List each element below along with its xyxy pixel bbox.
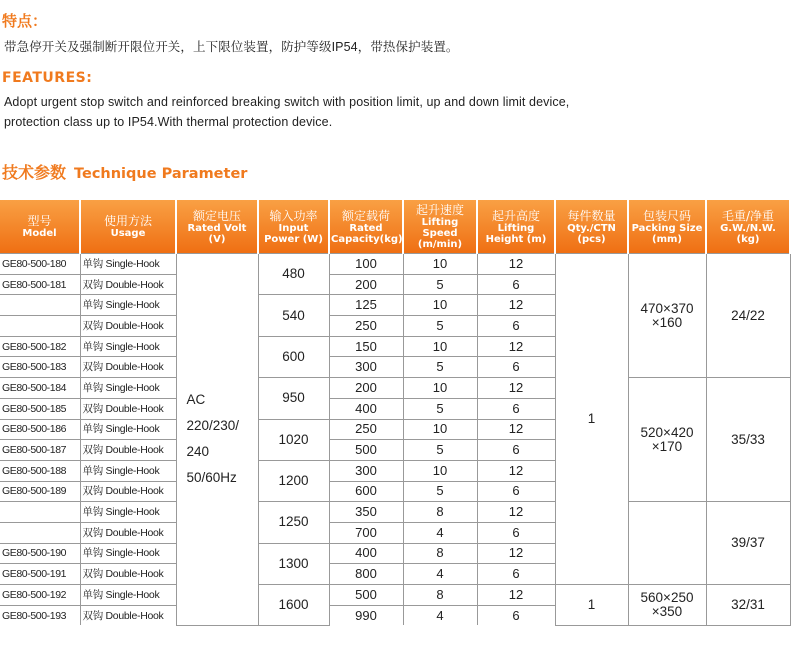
features-cn-heading: 特点： xyxy=(2,12,48,30)
capacity-cell: 250 xyxy=(329,316,403,337)
table-row xyxy=(0,254,790,275)
features-en-line-2: protection class up to IP54.With thermal protection device. xyxy=(4,115,333,129)
usage-cell: 双钩 Double-Hook xyxy=(80,316,176,337)
weight-cell: 24/22 xyxy=(706,254,790,378)
model-cell: GE80-500-184 xyxy=(0,378,80,399)
height-cell: 12 xyxy=(477,585,555,606)
table-row xyxy=(0,585,790,606)
height-cell: 12 xyxy=(477,378,555,399)
usage-cell: 单钩 Single-Hook xyxy=(80,378,176,399)
model-cell: GE80-500-190 xyxy=(0,543,80,564)
header-row xyxy=(0,200,790,254)
usage-cell: 双钩 Double-Hook xyxy=(80,522,176,543)
capacity-cell: 600 xyxy=(329,481,403,502)
capacity-cell: 500 xyxy=(329,585,403,606)
height-cell: 12 xyxy=(477,419,555,440)
header-rated-capacity: 额定载荷 Rated Capacity(kg) xyxy=(329,200,403,254)
model-cell: GE80-500-185 xyxy=(0,398,80,419)
usage-cell: 双钩 Double-Hook xyxy=(80,440,176,461)
parameter-table xyxy=(0,200,791,626)
height-cell: 6 xyxy=(477,274,555,295)
height-cell: 6 xyxy=(477,440,555,461)
section-title-cn: 技术参数 xyxy=(2,163,67,182)
weight-cell: 32/31 xyxy=(706,585,790,626)
usage-cell: 单钩 Single-Hook xyxy=(80,419,176,440)
speed-cell: 10 xyxy=(403,419,477,440)
height-cell: 6 xyxy=(477,481,555,502)
speed-cell: 10 xyxy=(403,254,477,275)
model-cell: GE80-500-187 xyxy=(0,440,80,461)
usage-cell: 双钩 Double-Hook xyxy=(80,605,176,625)
speed-cell: 4 xyxy=(403,522,477,543)
speed-cell: 5 xyxy=(403,357,477,378)
speed-cell: 5 xyxy=(403,481,477,502)
header-rated-volt: 额定电压 Rated Volt (V) xyxy=(176,200,258,254)
capacity-cell: 400 xyxy=(329,398,403,419)
height-cell: 6 xyxy=(477,316,555,337)
usage-cell: 单钩 Single-Hook xyxy=(80,460,176,481)
speed-cell: 5 xyxy=(403,316,477,337)
model-cell xyxy=(0,316,80,337)
usage-cell: 单钩 Single-Hook xyxy=(80,585,176,606)
model-cell xyxy=(0,502,80,523)
height-cell: 12 xyxy=(477,336,555,357)
model-cell: GE80-500-191 xyxy=(0,564,80,585)
power-cell: 1300 xyxy=(258,543,329,584)
speed-cell: 5 xyxy=(403,398,477,419)
qty-cell: 1 xyxy=(555,254,628,585)
height-cell: 12 xyxy=(477,543,555,564)
speed-cell: 10 xyxy=(403,378,477,399)
usage-cell: 单钩 Single-Hook xyxy=(80,543,176,564)
usage-cell: 双钩 Double-Hook xyxy=(80,357,176,378)
weight-cell: 35/33 xyxy=(706,378,790,502)
speed-cell: 4 xyxy=(403,564,477,585)
features-en-line-1: Adopt urgent stop switch and reinforced breaking switch with position limit, up and down limit device, xyxy=(4,95,570,109)
height-cell: 6 xyxy=(477,564,555,585)
header-model: 型号 Model xyxy=(0,200,80,254)
speed-cell: 8 xyxy=(403,502,477,523)
height-cell: 12 xyxy=(477,295,555,316)
model-cell: GE80-500-189 xyxy=(0,481,80,502)
usage-cell: 双钩 Double-Hook xyxy=(80,398,176,419)
capacity-cell: 500 xyxy=(329,440,403,461)
features-cn-text: 带急停开关及强制断开限位开关，上下限位装置，防护等级IP54，带热保护装置。 xyxy=(4,40,459,54)
section-title xyxy=(2,160,247,183)
header-qty: 每件数量 Qty./CTN (pcs) xyxy=(555,200,628,254)
height-cell: 12 xyxy=(477,502,555,523)
capacity-cell: 250 xyxy=(329,419,403,440)
model-cell: GE80-500-188 xyxy=(0,460,80,481)
capacity-cell: 300 xyxy=(329,357,403,378)
capacity-cell: 400 xyxy=(329,543,403,564)
power-cell: 1020 xyxy=(258,419,329,460)
speed-cell: 10 xyxy=(403,295,477,316)
usage-cell: 单钩 Single-Hook xyxy=(80,295,176,316)
capacity-cell: 150 xyxy=(329,336,403,357)
section-title-en: Technique Parameter xyxy=(74,166,248,182)
height-cell: 6 xyxy=(477,357,555,378)
speed-cell: 8 xyxy=(403,585,477,606)
height-cell: 6 xyxy=(477,398,555,419)
model-cell: GE80-500-192 xyxy=(0,585,80,606)
capacity-cell: 800 xyxy=(329,564,403,585)
power-cell: 1200 xyxy=(258,460,329,501)
packing-cell: 470×370 ×160 xyxy=(628,254,706,378)
packing-cell: 560×250 ×350 xyxy=(628,585,706,626)
power-cell: 1600 xyxy=(258,585,329,626)
usage-cell: 双钩 Double-Hook xyxy=(80,274,176,295)
table-row xyxy=(0,378,790,399)
usage-cell: 双钩 Double-Hook xyxy=(80,481,176,502)
model-cell: GE80-500-180 xyxy=(0,254,80,275)
header-input-power: 输入功率 Input Power (W) xyxy=(258,200,329,254)
packing-cell-empty xyxy=(628,502,706,585)
height-cell: 12 xyxy=(477,254,555,275)
model-cell xyxy=(0,522,80,543)
usage-cell: 单钩 Single-Hook xyxy=(80,254,176,275)
capacity-cell: 100 xyxy=(329,254,403,275)
capacity-cell: 300 xyxy=(329,460,403,481)
capacity-cell: 990 xyxy=(329,605,403,625)
height-cell: 12 xyxy=(477,460,555,481)
header-usage: 使用方法 Usage xyxy=(80,200,176,254)
usage-cell: 单钩 Single-Hook xyxy=(80,336,176,357)
power-cell: 600 xyxy=(258,336,329,377)
qty-cell: 1 xyxy=(555,585,628,626)
usage-cell: 双钩 Double-Hook xyxy=(80,564,176,585)
model-cell xyxy=(0,295,80,316)
header-packing-size: 包装尺码 Packing Size (mm) xyxy=(628,200,706,254)
power-cell: 950 xyxy=(258,378,329,419)
model-cell: GE80-500-183 xyxy=(0,357,80,378)
header-lifting-height: 起升高度 Lifting Height (m) xyxy=(477,200,555,254)
usage-cell: 单钩 Single-Hook xyxy=(80,502,176,523)
power-cell: 540 xyxy=(258,295,329,336)
height-cell: 6 xyxy=(477,522,555,543)
packing-cell: 520×420 ×170 xyxy=(628,378,706,502)
model-cell: GE80-500-193 xyxy=(0,605,80,625)
speed-cell: 5 xyxy=(403,274,477,295)
speed-cell: 10 xyxy=(403,336,477,357)
header-weight: 毛重/净重 G.W./N.W. (kg) xyxy=(706,200,790,254)
features-en-heading: FEATURES: xyxy=(2,70,93,86)
speed-cell: 4 xyxy=(403,605,477,625)
power-cell: 480 xyxy=(258,254,329,295)
table-row xyxy=(0,502,790,523)
model-cell: GE80-500-181 xyxy=(0,274,80,295)
speed-cell: 8 xyxy=(403,543,477,564)
capacity-cell: 350 xyxy=(329,502,403,523)
model-cell: GE80-500-182 xyxy=(0,336,80,357)
header-lifting-speed: 起升速度 Lifting Speed (m/min) xyxy=(403,200,477,254)
capacity-cell: 200 xyxy=(329,378,403,399)
speed-cell: 10 xyxy=(403,460,477,481)
capacity-cell: 700 xyxy=(329,522,403,543)
speed-cell: 5 xyxy=(403,440,477,461)
capacity-cell: 125 xyxy=(329,295,403,316)
capacity-cell: 200 xyxy=(329,274,403,295)
rated-volt-cell: AC 220/230/ 240 50/60Hz xyxy=(176,254,258,626)
weight-cell: 39/37 xyxy=(706,502,790,585)
height-cell: 6 xyxy=(477,605,555,625)
model-cell: GE80-500-186 xyxy=(0,419,80,440)
power-cell: 1250 xyxy=(258,502,329,543)
